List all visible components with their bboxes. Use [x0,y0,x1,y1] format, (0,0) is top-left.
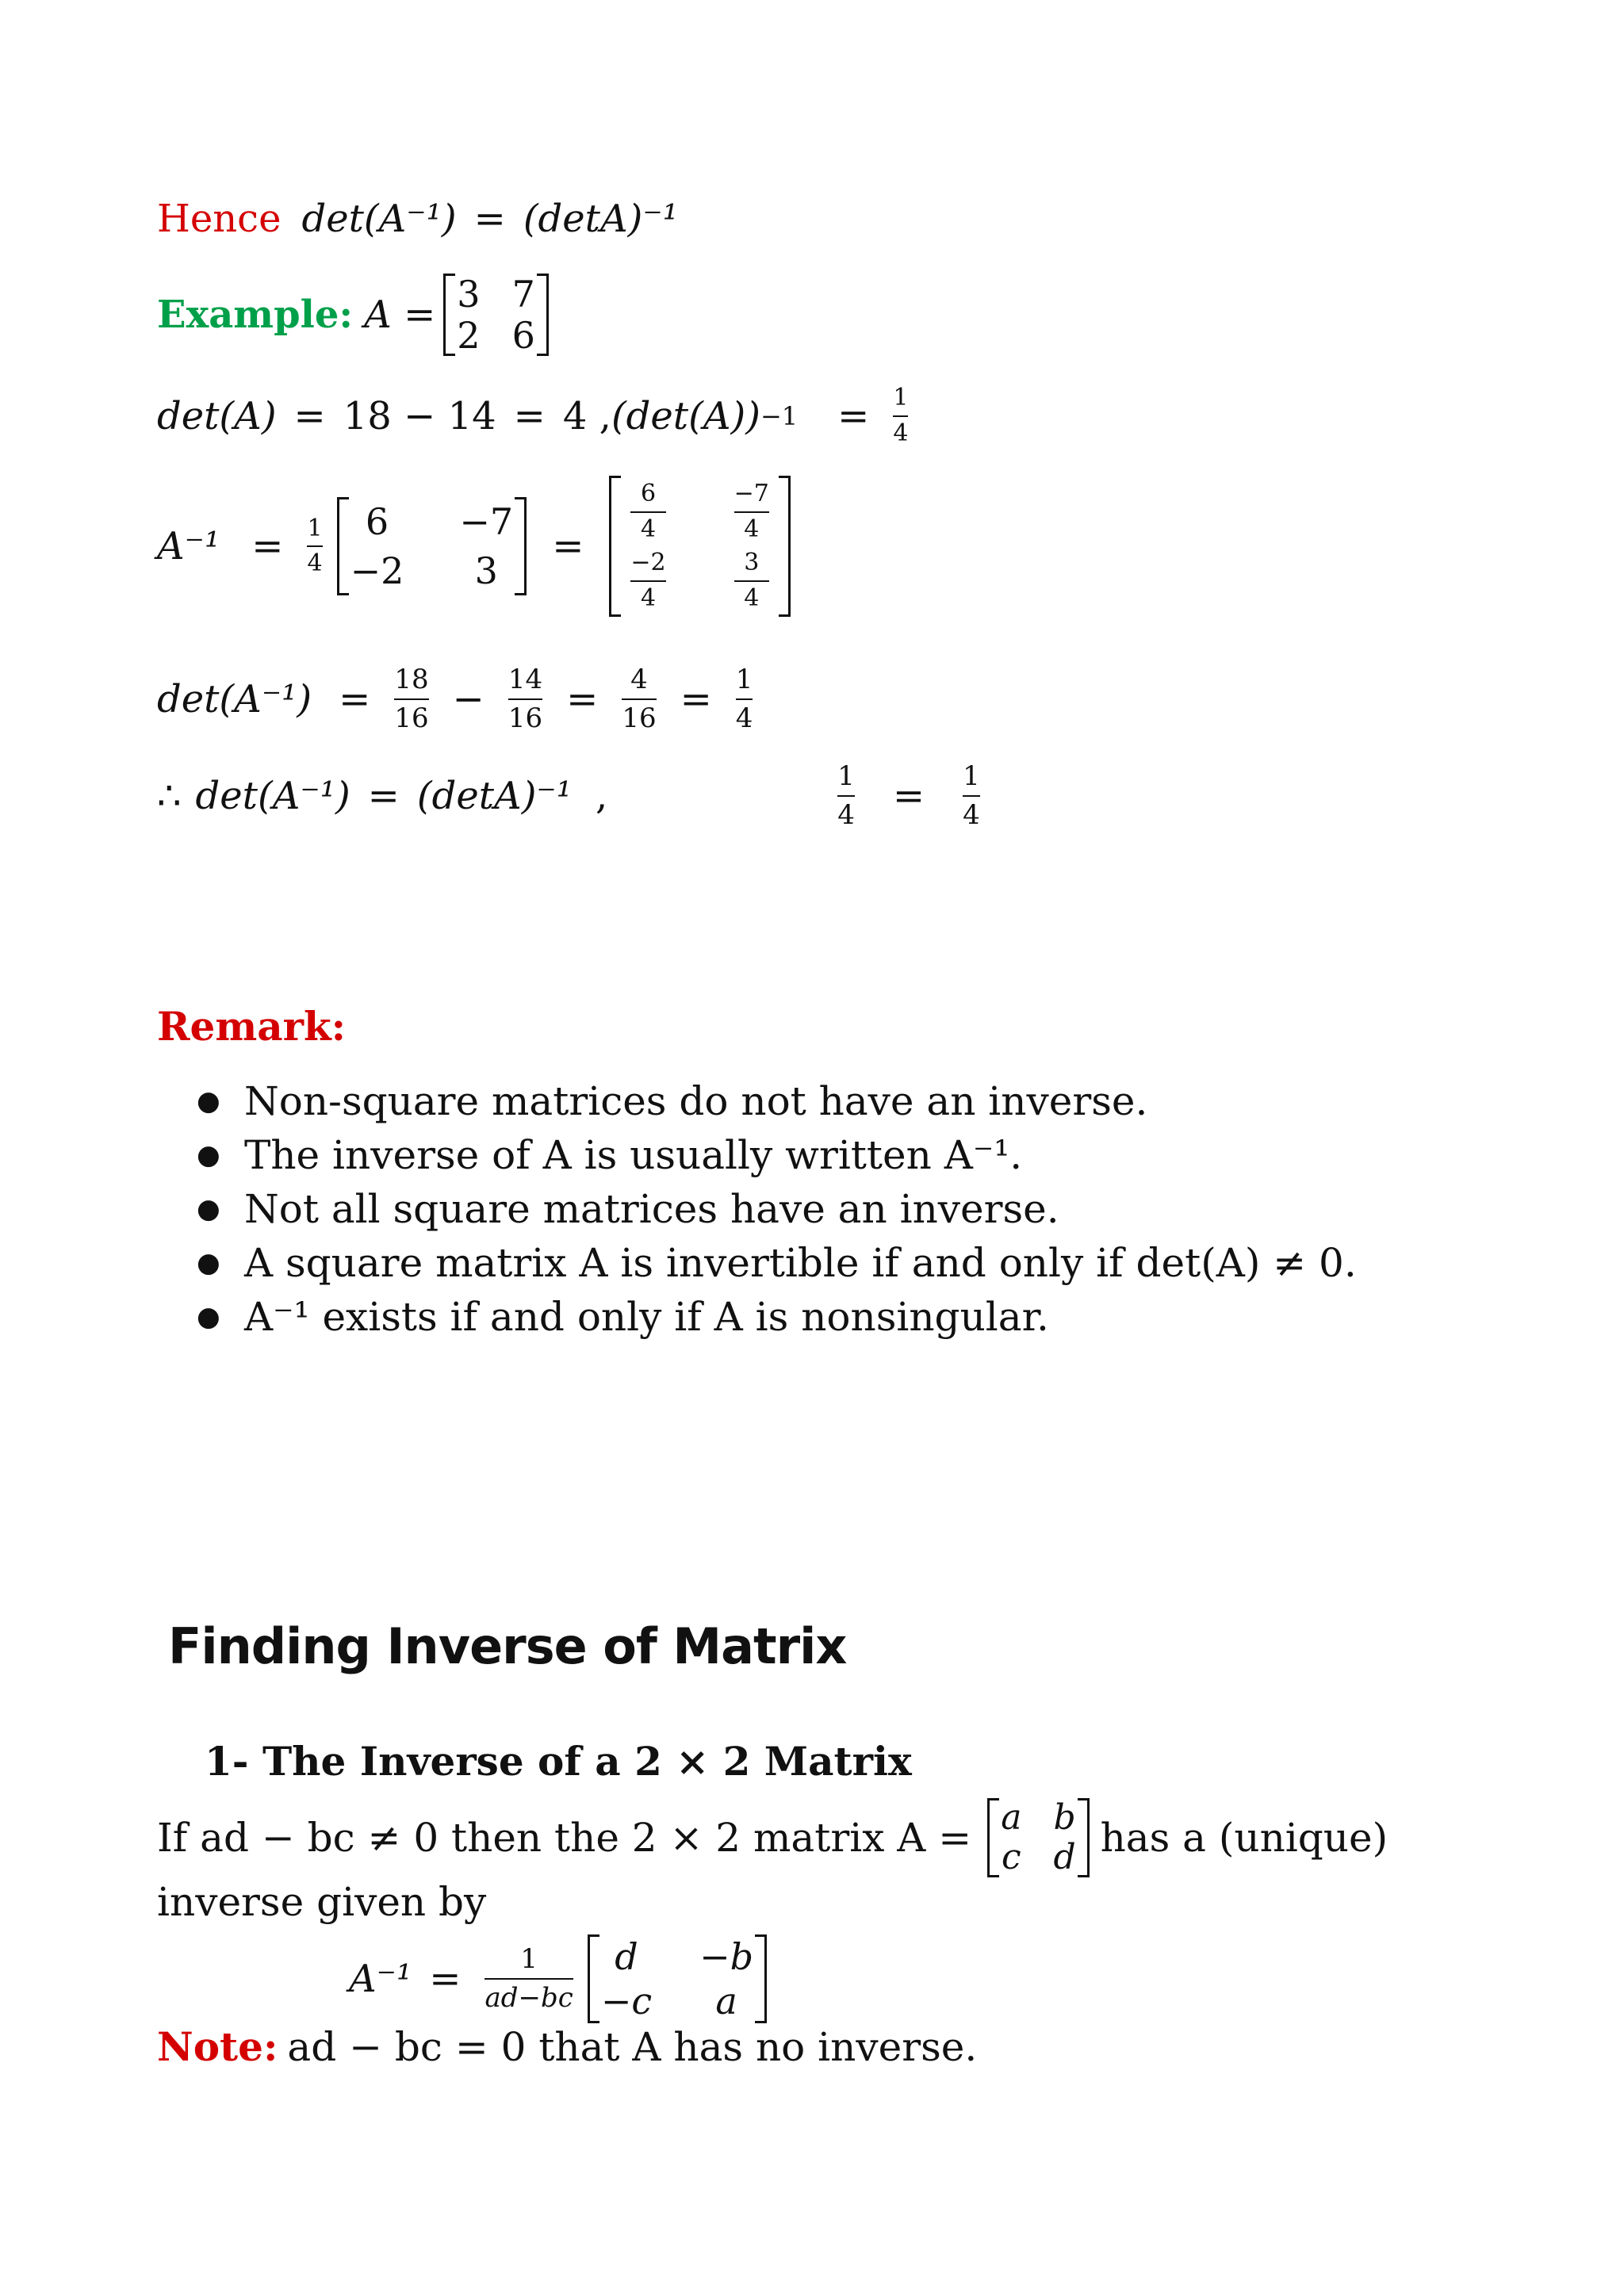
inverse-formula [349,1934,775,2023]
denominator: ad−bc [485,1982,573,2014]
matrix-fraction [630,549,665,612]
hence-label: Hence [157,197,282,241]
matrix-cell: −b [699,1935,754,1978]
therefore-fraction-right [963,761,980,831]
note-text: ad − bc = 0 that A has no inverse. [287,2023,978,2070]
fraction-4-16 [622,664,656,734]
det-inverse-line [157,664,759,734]
matrix-fraction [734,480,769,543]
denominator: 4 [640,584,657,612]
denominator: 4 [744,515,760,543]
numerator: 1 [735,664,753,695]
example-matrix [443,274,549,356]
denominator: 16 [508,702,543,735]
matrix-cell: d [615,1935,638,1978]
denominator: 16 [622,702,657,735]
matrix-cell: 7 [511,273,535,316]
matrix-cell: b [1053,1797,1076,1838]
list-item: ● Non-square matrices do not have an inverse. [197,1074,1357,1128]
fraction-bar [485,1978,573,1980]
hence-line [157,197,678,241]
fraction-18-16 [394,664,428,734]
therefore-lhs: det(A⁻¹) [195,774,350,819]
matrix-cell: d [1053,1837,1076,1877]
matrix-cell: −c [600,1980,653,2022]
intro-line-2: inverse given by [157,1879,487,1925]
denominator: 4 [307,549,323,577]
fraction-bar [734,580,769,582]
intro-after: has a (unique) [1100,1815,1388,1861]
fraction-bar [307,545,322,547]
hence-lhs: det(A⁻¹) [301,197,457,241]
numerator: 3 [744,549,760,576]
det-eq3: = [837,393,870,438]
inverse-matrix [337,497,527,595]
list-item: ● A⁻¹ exists if and only if A is nonsingular. [197,1290,1357,1344]
numerator: 1 [963,760,980,792]
hence-eq: = [473,197,506,241]
numerator: 1 [520,1942,538,1975]
subheading: 1- The Inverse of a 2 × 2 Matrix [205,1738,912,1785]
fraction-matrix [609,476,790,617]
intro-matrix [987,1798,1089,1877]
matrix-cell: 2 [457,314,481,357]
matrix-cell: 3 [474,549,498,592]
fraction-bar [963,795,980,797]
list-item: ● The inverse of A is usually written A⁻¹. [197,1128,1357,1182]
intro-line [157,1798,1388,1877]
matrix-cell: 3 [457,273,481,316]
numerator: −7 [733,480,769,507]
matrix-cell: a [1001,1797,1022,1838]
therefore-eq2: = [892,774,925,819]
therefore-rhs: (detA)⁻¹ [416,774,573,819]
denominator: 4 [735,702,753,735]
fraction-bar [630,580,665,582]
fraction-bar [622,698,656,700]
matrix-cell: a [715,1980,737,2022]
therefore-eq: = [367,774,400,819]
denominator: 16 [394,702,429,735]
matrix-cell: 6 [511,314,535,357]
det-inv: (det(A)) [611,393,760,438]
matrix-cell: −7 [459,500,514,543]
hence-rhs: (detA)⁻¹ [523,197,678,241]
denominator: 4 [893,419,909,447]
therefore-line [157,761,1109,831]
det-inv-eq3: = [680,677,712,722]
det-fraction [893,385,908,447]
inverse-lhs: A⁻¹ [157,524,220,568]
note-line [157,2023,977,2070]
numerator: 1 [307,514,323,542]
fraction-bar [837,795,855,797]
det-calc: 18 − 14 [343,393,496,438]
fraction-bar [893,415,908,417]
matrix-fraction [630,480,665,543]
fraction-1-4 [736,664,753,734]
minus-sign: − [452,677,485,722]
fraction-bar [736,698,753,700]
intro-before: If ad − bc ≠ 0 then the 2 × 2 matrix A = [157,1815,972,1861]
therefore-symbol: ∴ [157,774,182,819]
fraction-bar [630,511,665,513]
matrix-cell: c [1001,1837,1021,1877]
scalar-fraction [307,515,322,578]
formula-eq: = [429,1957,462,2001]
list-item: ● Not all square matrices have an inverse. [197,1182,1357,1236]
denominator: 4 [640,515,657,543]
fraction-bar [394,698,428,700]
therefore-fraction-left [837,761,855,831]
numerator: 1 [837,760,855,792]
det-line: det(A) = 18 − 14 = 4 , (det(A)) −1 = $\frac{1}{4}$ [157,384,909,447]
formula-matrix [588,1934,767,2023]
numerator: −2 [630,549,666,576]
matrix-fraction [734,549,769,612]
fraction-14-16 [508,664,542,734]
list-item: ● A square matrix A is invertible if and only if det(A) ≠ 0. [197,1236,1357,1290]
fraction-bar [734,511,769,513]
denominator: 4 [837,799,855,832]
numerator: 14 [508,664,543,695]
inverse-line [157,476,799,617]
fraction-bar [508,698,542,700]
det-inv-eq: = [339,677,371,722]
matrix-cell: 6 [365,500,389,543]
denominator: 4 [744,584,760,612]
numerator: 18 [394,664,429,695]
denominator: 4 [963,799,980,832]
therefore-comma: , [596,774,608,819]
numerator: 4 [630,664,648,695]
remark-title: Remark: [157,1003,347,1050]
numerator: 6 [640,480,657,507]
det-lhs: det(A) [157,393,277,438]
det-result: 4 , [562,393,611,438]
det-inv-eq2: = [566,677,599,722]
example-label: Example: [157,293,354,337]
numerator: 1 [893,384,909,411]
det-eq1: = [293,393,326,438]
section-heading: Finding Inverse of Matrix [168,1617,847,1675]
det-inv-lhs: det(A⁻¹) [157,677,312,722]
note-label: Note: [157,2023,278,2070]
matrix-cell: −2 [350,549,404,592]
formula-lhs: A⁻¹ [349,1957,412,2001]
inverse-eq2: = [552,524,584,568]
example-lhs: A = [364,293,436,337]
inverse-eq1: = [251,524,284,568]
example-line [157,274,557,356]
det-eq2: = [513,393,546,438]
remark-list [197,1074,1357,1344]
formula-fraction [485,1944,573,2014]
